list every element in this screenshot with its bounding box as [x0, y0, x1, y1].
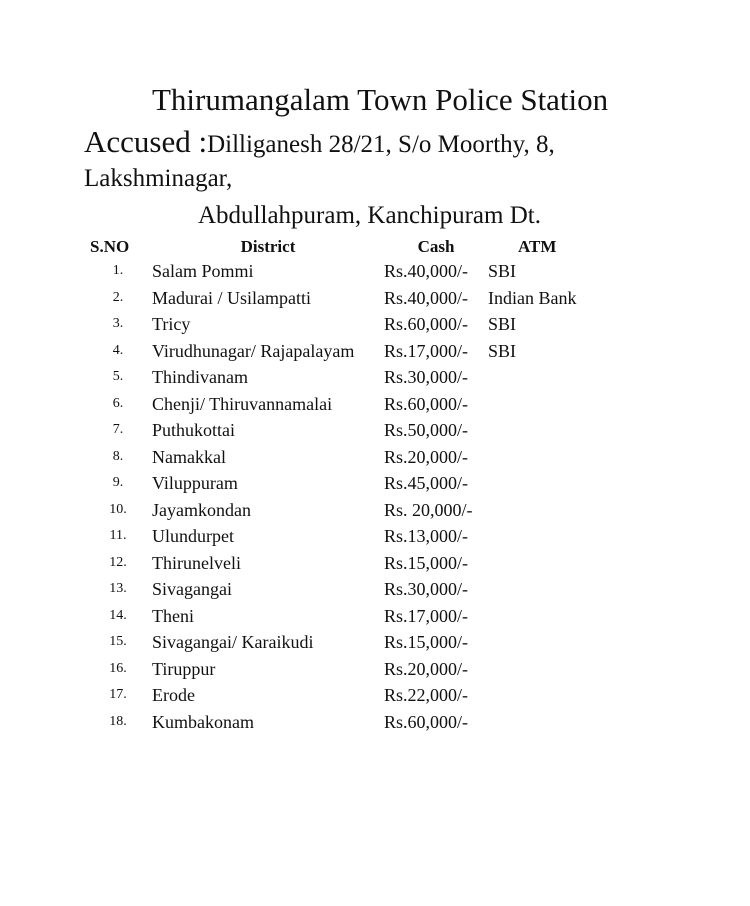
cell-cash: Rs.40,000/- — [384, 287, 469, 308]
cell-sno: 8. — [112, 448, 124, 464]
table-row — [86, 629, 638, 656]
cell-atm — [488, 550, 638, 577]
cell-cash: Rs.30,000/- — [384, 579, 469, 599]
table-row — [86, 391, 638, 418]
cell-district: Kumbakonam — [152, 711, 254, 732]
accused-address-line-2: Abdullahpuram, Kanchipuram Dt. — [198, 202, 541, 229]
cell-sno: 16. — [109, 660, 127, 676]
cell-cash: Rs.20,000/- — [384, 446, 469, 467]
cell-district: Chenji/ Thiruvannamalai — [152, 393, 333, 414]
cell-sno: 3. — [112, 316, 124, 331]
table-row — [86, 656, 638, 683]
cell-atm — [488, 364, 638, 391]
cell-atm — [488, 497, 638, 524]
cell-cash: Rs.13,000/- — [384, 526, 469, 546]
cell-sno: 4. — [112, 342, 124, 358]
cell-sno: 1. — [112, 263, 124, 278]
cell-sno: 12. — [109, 554, 127, 570]
cell-district: Ulundurpet — [152, 526, 234, 546]
table-row — [86, 550, 638, 577]
cell-atm — [488, 576, 638, 603]
cell-cash: Rs.60,000/- — [384, 314, 469, 334]
cell-atm — [488, 444, 638, 471]
accused-address-line-1: Lakshminagar, — [84, 165, 233, 192]
cell-cash: Rs.60,000/- — [384, 393, 469, 414]
table-row — [86, 338, 638, 365]
header-atm: ATM — [518, 237, 557, 256]
cell-cash: Rs.22,000/- — [384, 685, 469, 705]
cases-table — [86, 236, 638, 735]
cell-district: Salam Pommi — [152, 261, 254, 281]
cell-cash: Rs.17,000/- — [384, 340, 469, 361]
page-title: Thirumangalam Town Police Station — [152, 82, 609, 117]
cell-atm — [488, 656, 638, 683]
cell-atm — [488, 603, 638, 630]
cell-atm — [488, 682, 638, 709]
cell-sno: 17. — [109, 687, 127, 702]
cell-district: Tricy — [152, 314, 191, 334]
header-sno: S.NO — [90, 237, 130, 256]
cell-atm — [488, 417, 638, 444]
cell-sno: 9. — [112, 475, 124, 490]
cell-sno: 6. — [112, 395, 124, 411]
cell-district: Namakkal — [152, 446, 226, 467]
cell-district: Puthukottai — [152, 420, 236, 440]
cell-sno: 13. — [109, 581, 127, 596]
table-row — [86, 603, 638, 630]
cell-cash: Rs.15,000/- — [384, 552, 469, 573]
cell-atm — [488, 629, 638, 656]
cell-district: Erode — [152, 685, 195, 705]
table-row — [86, 364, 638, 391]
cell-atm — [488, 709, 638, 736]
table-row — [86, 285, 638, 312]
cell-sno: 2. — [112, 289, 124, 305]
cell-atm: SBI — [488, 340, 517, 361]
cell-district: Sivagangai/ Karaikudi — [152, 632, 314, 652]
cell-atm: Indian Bank — [488, 287, 577, 308]
table-row — [86, 497, 638, 524]
table-row — [86, 444, 638, 471]
header-cash: Cash — [417, 237, 455, 256]
cell-cash: Rs.45,000/- — [384, 473, 469, 493]
table-row — [86, 682, 638, 709]
cell-sno: 15. — [109, 634, 127, 649]
cell-cash: Rs.15,000/- — [384, 632, 469, 652]
table-row — [86, 258, 638, 285]
cell-sno: 14. — [109, 607, 127, 623]
cell-atm — [488, 470, 638, 497]
cell-district: Sivagangai — [152, 579, 232, 599]
cell-atm — [488, 523, 638, 550]
table-row — [86, 709, 638, 736]
accused-label: Accused : — [84, 124, 208, 159]
cell-atm: SBI — [488, 314, 517, 334]
accused-name: Dilliganesh 28/21, S/o Moorthy, 8, — [207, 131, 555, 158]
table-body — [86, 258, 638, 735]
cell-district: Madurai / Usilampatti — [152, 287, 311, 308]
cell-cash: Rs.40,000/- — [384, 261, 469, 281]
cell-district: Tiruppur — [152, 658, 216, 679]
cell-atm — [488, 391, 638, 418]
cell-sno: 18. — [109, 713, 127, 729]
cell-sno: 7. — [112, 422, 124, 437]
table-row — [86, 417, 638, 444]
table-row — [86, 311, 638, 338]
header-district: District — [240, 237, 296, 256]
table-row — [86, 576, 638, 603]
table-row — [86, 470, 638, 497]
cell-cash: Rs.30,000/- — [384, 367, 469, 387]
cell-cash: Rs.17,000/- — [384, 605, 469, 626]
cell-cash: Rs.20,000/- — [384, 658, 469, 679]
cell-district: Thindivanam — [152, 367, 248, 387]
table-header-row — [86, 236, 638, 258]
cell-district: Thirunelveli — [152, 552, 241, 573]
cell-cash: Rs.60,000/- — [384, 711, 469, 732]
cell-district: Virudhunagar/ Rajapalayam — [152, 340, 355, 361]
cell-district: Jayamkondan — [152, 499, 251, 520]
cell-district: Viluppuram — [152, 473, 238, 493]
table-row — [86, 523, 638, 550]
cell-sno: 10. — [109, 501, 127, 517]
cell-cash: Rs.50,000/- — [384, 420, 469, 440]
cell-sno: 5. — [112, 369, 124, 384]
cell-district: Theni — [152, 605, 194, 626]
cell-cash: Rs. 20,000/- — [384, 499, 473, 520]
cell-atm: SBI — [488, 261, 517, 281]
cell-sno: 11. — [109, 528, 127, 543]
